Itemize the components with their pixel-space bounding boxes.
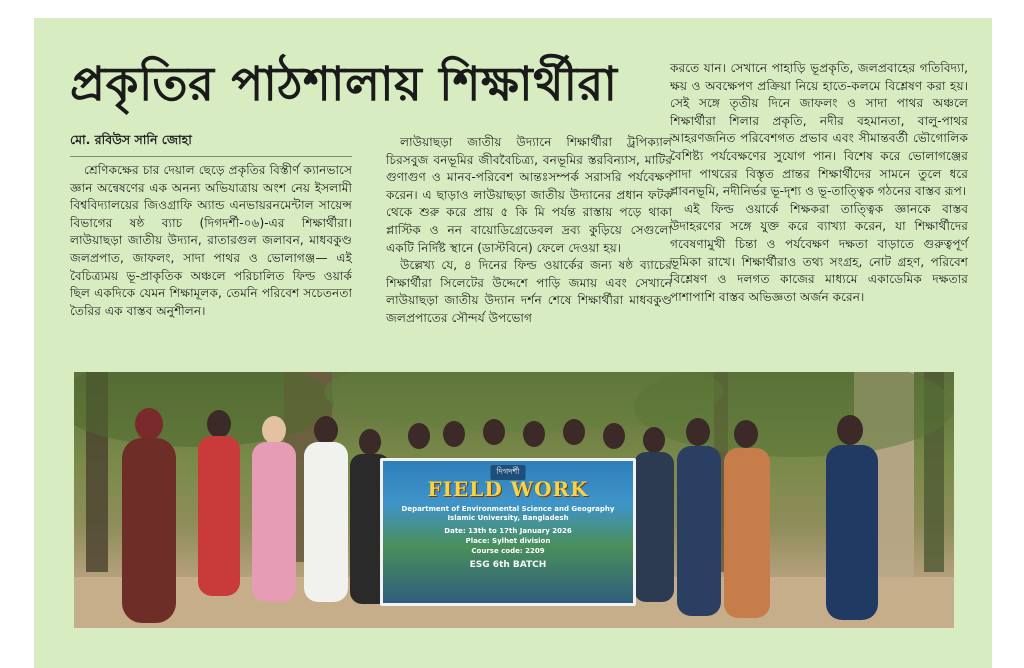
- newspaper-page: [34, 18, 992, 668]
- article-column-2: [386, 134, 672, 328]
- banner-university: Islamic University, Bangladesh: [447, 514, 569, 522]
- paragraph: উল্লেখ্য যে, ৪ দিনের ফিল্ড ওয়ার্কের জন্য ষষ্ঠ ব্যাচের শিক্ষার্থীরা সিলেটের উদ্দেশে পাড়ি জমায় এবং সেখানে লাউয়াছড়া জাতীয় উদ্যান দর্শন শেষে শিক্ষার্থীরা মাধবকুণ্ড জলপ্রপাতের সৌন্দর্য উপভোগ: [386, 258, 672, 325]
- field-work-banner: [380, 458, 636, 606]
- banner-batch: ESG 6th BATCH: [469, 560, 547, 570]
- banner-course-code: Course code: 2209: [471, 547, 545, 555]
- paragraph: শ্রেণিকক্ষের চার দেয়াল ছেড়ে প্রকৃতির বিস্তীর্ণ ক্যানভাসে জ্ঞান অন্বেষণের এক অনন্য অভিযাত্রায় অংশ নেয় ইসলামী বিশ্ববিদ্যালয়ের জিওগ্রাফি অ্যান্ড এনভায়রনমেন্টাল সায়েন্স বিভাগের ষষ্ঠ ব্যাচ (দিগদর্শী-০৬)-এর শিক্ষার্থীরা। লাউয়াছড়া জাতীয় উদ্যান, রাতারগুল জলাবন, মাধবকুণ্ড জলপ্রপাত, জাফলং, সাদা পাথর ও ভোলাগঞ্জ— এই বৈচিত্র্যময় ভূ-প্রাকৃতিক অঞ্চলে পরিচালিত ফিল্ড ওয়ার্ক ছিল একদিকে যেমন শিক্ষামূলক, তেমনি পরিবেশ সচেতনতা তৈরির এক বাস্তব অনুশীলন।: [70, 163, 352, 318]
- paragraph: লাউয়াছড়া জাতীয় উদ্যানে শিক্ষার্থীরা ট্রপিক্যাল চিরসবুজ বনভূমির জীববৈচিত্র্য, বনভূমির স্তরবিন্যাস, মাটির গুণাগুণ ও মানব-পরিবেশ আন্তঃসম্পর্ক সরাসরি পর্যবেক্ষণ করেন। এ ছাড়াও লাউয়াছড়া জাতীয় উদ্যানের প্রধান ফটক থেকে শুরু করে প্রায় ৫ কি মি পর্যন্ত রাস্তায় পড়ে থাকা প্লাস্টিক ও নন বায়োডিগ্রেডেবল দ্রব্য কুড়িয়ে সেগুলো একটি নির্দিষ্ট স্থানে (ডাস্টবিনে) ফেলে দেওয়া হয়।: [386, 135, 672, 255]
- article-column-3: [670, 60, 968, 306]
- banner-place: Place: Sylhet division: [465, 537, 551, 545]
- banner-date: Date: 13th to 17th January 2026: [444, 527, 572, 535]
- article-byline: মো. রবিউস সানি জোহা: [70, 132, 352, 157]
- banner-title: FIELD WORK: [427, 477, 589, 501]
- banner-logo: দিগদর্শী: [491, 465, 526, 480]
- article-column-1: [70, 162, 352, 320]
- banner-department: Department of Environmental Science and Geography: [401, 505, 615, 513]
- paragraph: করতে যান। সেখানে পাহাড়ি ভূপ্রকৃতি, জলপ্রবাহের গতিবিদ্যা, ক্ষয় ও অবক্ষেপণ প্রক্রিয়া নিয়ে হাতে-কলমে বিশ্লেষণ করা হয়। সেই সঙ্গে তৃতীয় দিনে জাফলং ও সাদা পাথর অঞ্চলে শিক্ষার্থীরা শিলার প্রকৃতি, নদীর বহমানতা, বালু-পাথর আহরণজনিত পরিবেশগত প্রভাব এবং সীমান্তবর্তী ভৌগোলিক বৈশিষ্ট্য পর্যবেক্ষণের সুযোগ পান। বিশেষ করে ভোলাগঞ্জের সাদা পাথরের বিস্তৃত প্রান্তর শিক্ষার্থীদের সামনে তুলে ধরে প্লাবনভূমি, নদীনির্ভর ভূ-দৃশ্য ও ভূ-তাত্ত্বিক গঠনের বাস্তব রূপ।: [670, 61, 968, 199]
- article-headline: প্রকৃতির পাঠশালায় শিক্ষার্থীরা: [70, 57, 618, 112]
- paragraph: এই ফিল্ড ওয়ার্কে শিক্ষকরা তাত্ত্বিক জ্ঞানকে বাস্তব উদাহরণের সঙ্গে যুক্ত করে ব্যাখ্যা করেন, যা শিক্ষার্থীদের গবেষণামুখী চিন্তা ও পর্যবেক্ষণ দক্ষতা বাড়াতে গুরুত্বপূর্ণ ভূমিকা রাখে। শিক্ষার্থীরাও তথ্য সংগ্রহ, নোট গ্রহণ, পরিবেশ বিশ্লেষণ ও দলগত কাজের মাধ্যমে একাডেমিক দক্ষতার পাশাপাশি বাস্তব অভিজ্ঞতা অর্জন করেন।: [670, 201, 968, 304]
- group-photo: [74, 372, 954, 628]
